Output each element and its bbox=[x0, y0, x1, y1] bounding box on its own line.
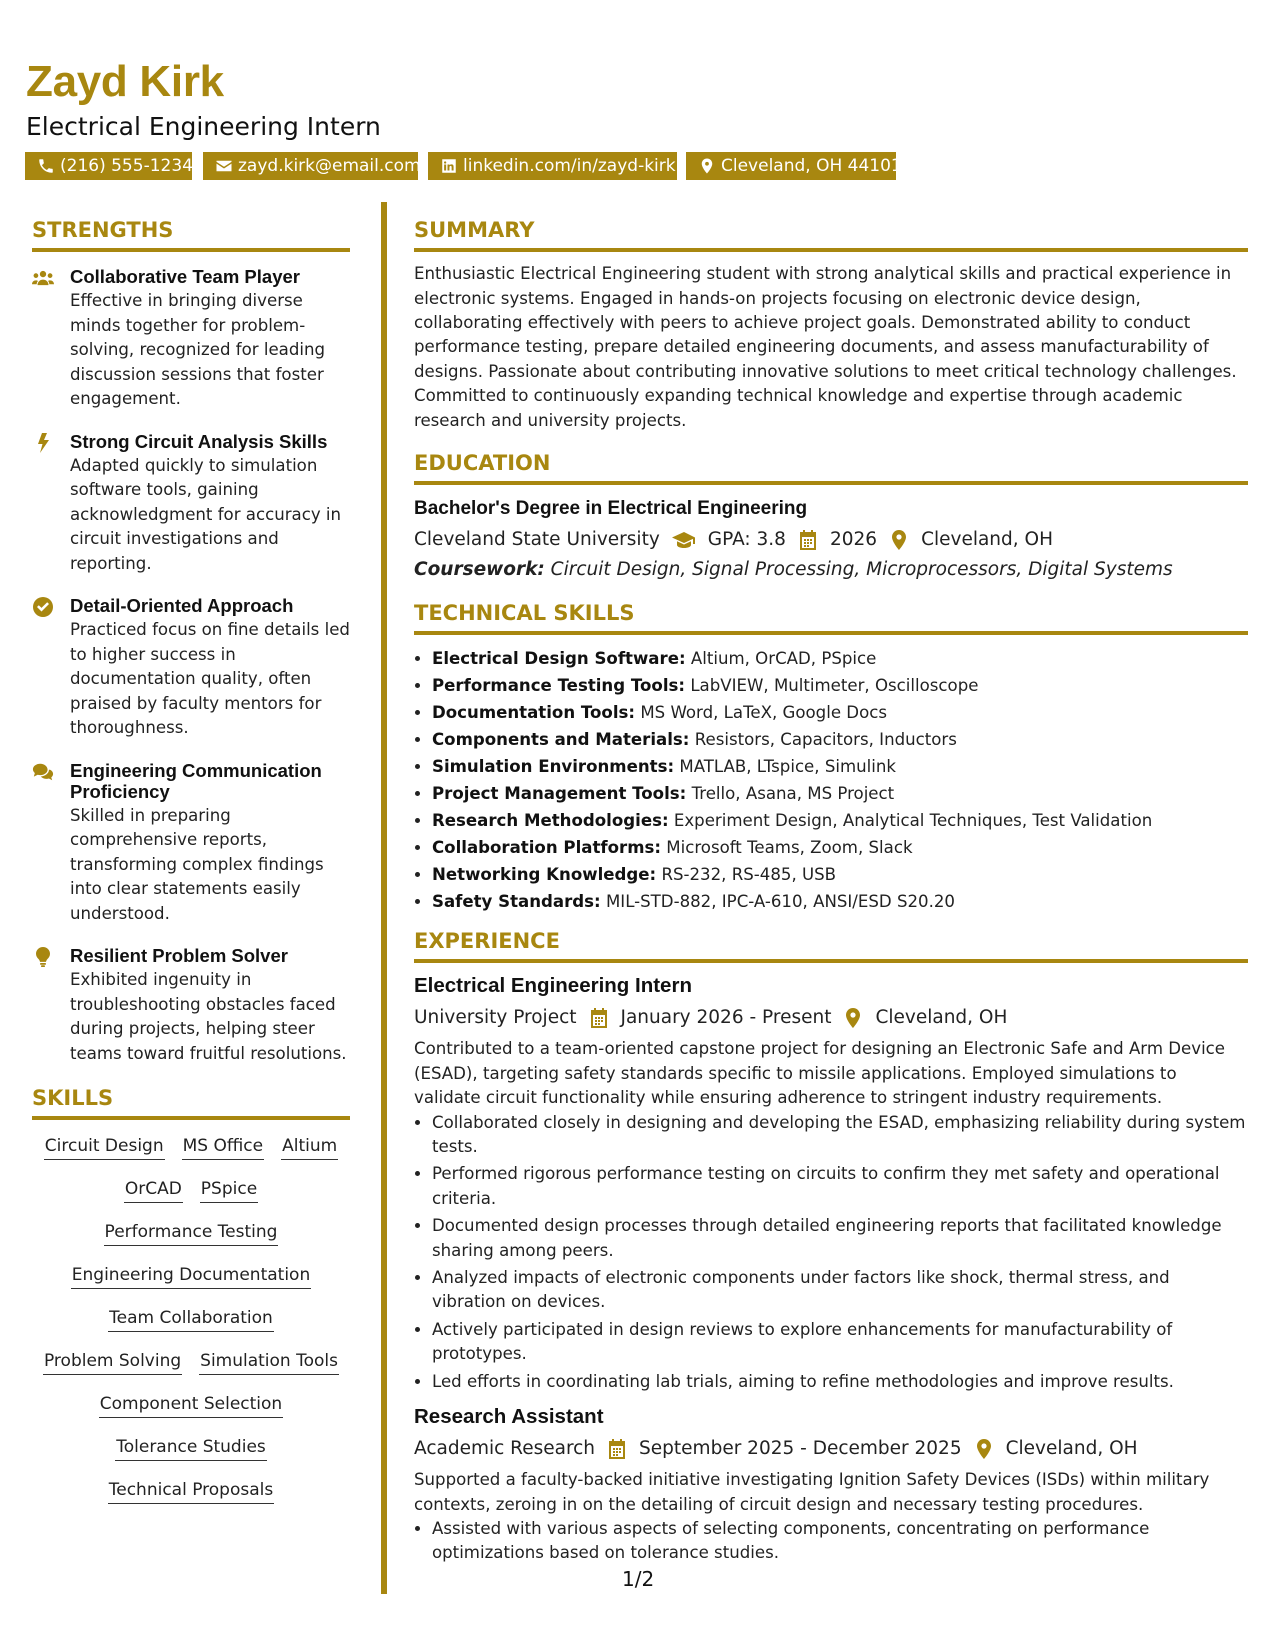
job-title: Electrical Engineering Intern bbox=[414, 974, 692, 998]
strengths-heading: STRENGTHS bbox=[32, 218, 350, 252]
summary-text: Enthusiastic Electrical Engineering student with strong analytical skills and practical experience in electronic systems. Engaged in hands-on projects focusing on electronic device design, collaborating effectively with peers to achieve project goals. Demonstrated ability to conduct performance testing, prepare detailed engineering documents, and assess manufacturability of designs. Passionate about contributing innovative solutions to meet critical technology challenges. Committed to continuously expanding technical knowledge and expertise through academic research and university projects. bbox=[414, 264, 1237, 430]
list-item bbox=[432, 672, 1248, 699]
job-dates: January 2026 - Present bbox=[620, 1007, 832, 1029]
graduation-cap-icon bbox=[672, 530, 696, 550]
contact-location-text: Cleveland, OH 44101 bbox=[721, 156, 902, 176]
skill-tag: OrCAD bbox=[124, 1177, 183, 1203]
tech-skill-label: Components and Materials: bbox=[432, 730, 690, 750]
location-pin-icon bbox=[698, 157, 716, 175]
tech-skill-value: Microsoft Teams, Zoom, Slack bbox=[666, 838, 913, 858]
skills-row bbox=[32, 1435, 350, 1461]
graduation-year: 2026 bbox=[829, 529, 878, 551]
tech-skill-value: MATLAB, LTspice, Simulink bbox=[679, 757, 896, 777]
skills-heading: SKILLS bbox=[32, 1086, 350, 1120]
tech-skill-label: Performance Testing Tools: bbox=[432, 676, 686, 696]
strength-title: Engineering Communication Proficiency bbox=[70, 759, 322, 802]
job-entry bbox=[414, 973, 1248, 1394]
skills-row bbox=[32, 1177, 350, 1203]
skills-tags bbox=[32, 1134, 350, 1504]
skills-row bbox=[32, 1263, 350, 1289]
strength-item bbox=[32, 760, 350, 927]
gpa: GPA: 3.8 bbox=[707, 529, 786, 551]
job-title: Research Assistant bbox=[414, 1405, 604, 1429]
right-column bbox=[414, 218, 1248, 1569]
location-pin-icon bbox=[889, 530, 909, 550]
skill-tag: Team Collaboration bbox=[108, 1306, 274, 1332]
job-meta bbox=[414, 1436, 1248, 1462]
coursework bbox=[414, 557, 1248, 583]
school-name: Cleveland State University bbox=[414, 529, 660, 551]
school-location: Cleveland, OH bbox=[921, 529, 1054, 551]
skills-row bbox=[32, 1478, 350, 1504]
candidate-name: Zayd Kirk bbox=[26, 57, 224, 106]
list-item bbox=[432, 807, 1248, 834]
contact-email[interactable] bbox=[203, 152, 421, 180]
strength-desc: Effective in bringing diverse minds together for problem-solving, recognized for leading discussion sessions that foster engagement. bbox=[70, 291, 326, 409]
tech-skill-value: Altium, OrCAD, PSpice bbox=[690, 649, 877, 669]
technical-skills-list bbox=[414, 645, 1248, 915]
email-icon bbox=[215, 157, 233, 175]
location-pin-icon bbox=[843, 1008, 863, 1028]
page-number: 1/2 bbox=[622, 1567, 655, 1591]
list-item: • Collaborated closely in designing and developing the ESAD, emphasizing reliability during system tests. bbox=[432, 1111, 1248, 1160]
skills-row bbox=[32, 1134, 350, 1160]
experience-heading: EXPERIENCE bbox=[414, 929, 1248, 963]
contact-linkedin-text: linkedin.com/in/zayd-kirk bbox=[463, 156, 676, 176]
list-item bbox=[432, 780, 1248, 807]
strength-desc: Skilled in preparing comprehensive reports, transforming complex findings into clear statements easily understood. bbox=[70, 805, 324, 923]
contact-linkedin[interactable] bbox=[428, 152, 677, 180]
left-column bbox=[32, 218, 350, 1521]
list-item bbox=[432, 726, 1248, 753]
tech-skill-value: LabVIEW, Multimeter, Oscilloscope bbox=[690, 676, 979, 696]
strength-desc: Adapted quickly to simulation software tools, gaining acknowledgment for accuracy in circuit investigations and reporting. bbox=[70, 455, 342, 573]
list-item bbox=[432, 888, 1248, 915]
skills-row bbox=[32, 1349, 350, 1375]
skill-tag: Simulation Tools bbox=[199, 1349, 339, 1375]
coursework-label: Coursework: bbox=[414, 559, 545, 581]
job-entry bbox=[414, 1404, 1248, 1566]
list-item: • Led efforts in coordinating lab trials, aiming to refine methodologies and improve results. bbox=[432, 1370, 1248, 1394]
column-divider bbox=[381, 202, 387, 1594]
summary-heading: SUMMARY bbox=[414, 218, 1248, 252]
list-item: • Actively participated in design reviews to explore enhancements for manufacturability of prototypes. bbox=[432, 1318, 1248, 1367]
skill-tag: Engineering Documentation bbox=[71, 1263, 311, 1289]
job-bullets bbox=[414, 1111, 1248, 1394]
strength-title: Resilient Problem Solver bbox=[70, 945, 288, 967]
skill-tag: Tolerance Studies bbox=[115, 1435, 267, 1461]
job-description: Supported a faculty-backed initiative investigating Ignition Safety Devices (ISDs) within military contexts, zeroing in on the detailing of circuit design and necessary testing procedures. bbox=[414, 1470, 1210, 1514]
skill-tag: Circuit Design bbox=[44, 1134, 165, 1160]
skills-row bbox=[32, 1220, 350, 1246]
tech-skill-label: Research Methodologies: bbox=[432, 811, 669, 831]
job-bullets bbox=[414, 1517, 1248, 1566]
education-heading: EDUCATION bbox=[414, 451, 1248, 485]
list-item: • Performed rigorous performance testing on circuits to confirm they met safety and operational criteria. bbox=[432, 1162, 1248, 1211]
skills-row bbox=[32, 1392, 350, 1418]
job-location: Cleveland, OH bbox=[1005, 1438, 1138, 1460]
tech-skill-value: RS-232, RS-485, USB bbox=[661, 865, 837, 885]
list-item bbox=[432, 645, 1248, 672]
strength-desc: Practiced focus on fine details led to higher success in documentation quality, often praised by faculty mentors for thoroughness. bbox=[70, 620, 350, 738]
contact-email-text: zayd.kirk@email.com bbox=[238, 156, 421, 176]
job-description: Contributed to a team-oriented capstone project for designing an Electronic Safe and Arm Device (ESAD), targeting safety standards specific to missile applications. Employed simulations to validate circuit functionality while ensuring adherence to stringent industry requirements. bbox=[414, 1039, 1226, 1108]
skill-tag: Technical Proposals bbox=[108, 1478, 274, 1504]
strength-title: Collaborative Team Player bbox=[70, 266, 300, 288]
list-item bbox=[432, 699, 1248, 726]
strengths-list bbox=[32, 266, 350, 1066]
job-org: Academic Research bbox=[414, 1438, 596, 1460]
skill-tag: Performance Testing bbox=[104, 1220, 279, 1246]
calendar-icon bbox=[589, 1008, 609, 1028]
contact-phone[interactable] bbox=[25, 152, 192, 180]
tech-skill-label: Collaboration Platforms: bbox=[432, 838, 662, 858]
coursework-list: Circuit Design, Signal Processing, Microprocessors, Digital Systems bbox=[550, 559, 1173, 581]
strength-item bbox=[32, 266, 350, 412]
tech-skill-label: Project Management Tools: bbox=[432, 784, 687, 804]
tech-skill-label: Simulation Environments: bbox=[432, 757, 675, 777]
job-org: University Project bbox=[414, 1007, 577, 1029]
tech-skill-value: MIL-STD-882, IPC-A-610, ANSI/ESD S20.20 bbox=[605, 892, 955, 912]
users-icon bbox=[32, 268, 56, 288]
skill-tag: Problem Solving bbox=[43, 1349, 182, 1375]
tech-skill-label: Electrical Design Software: bbox=[432, 649, 686, 669]
degree-title: Bachelor's Degree in Electrical Engineering bbox=[414, 498, 808, 520]
strength-item bbox=[32, 595, 350, 741]
skill-tag: PSpice bbox=[200, 1177, 258, 1203]
list-item: • Analyzed impacts of electronic components under factors like shock, thermal stress, and vibration on devices. bbox=[432, 1266, 1248, 1315]
strength-title: Strong Circuit Analysis Skills bbox=[70, 430, 328, 452]
tech-skill-label: Safety Standards: bbox=[432, 892, 601, 912]
calendar-icon bbox=[798, 530, 818, 550]
tech-skill-value: Trello, Asana, MS Project bbox=[691, 784, 895, 804]
list-item bbox=[432, 861, 1248, 888]
skill-tag: Component Selection bbox=[99, 1392, 283, 1418]
tech-skill-label: Networking Knowledge: bbox=[432, 865, 657, 885]
strength-title: Detail-Oriented Approach bbox=[70, 595, 294, 617]
skill-tag: Altium bbox=[281, 1134, 338, 1160]
linkedin-icon bbox=[440, 157, 458, 175]
phone-icon bbox=[37, 157, 55, 175]
strength-item bbox=[32, 431, 350, 577]
tech-skill-value: Experiment Design, Analytical Techniques, Test Validation bbox=[673, 811, 1153, 831]
bolt-icon bbox=[32, 433, 56, 453]
list-item: • Documented design processes through detailed engineering reports that facilitated knowledge sharing among peers. bbox=[432, 1214, 1248, 1263]
list-item bbox=[432, 834, 1248, 861]
calendar-icon bbox=[607, 1439, 627, 1459]
skill-tag: MS Office bbox=[182, 1134, 264, 1160]
job-location: Cleveland, OH bbox=[875, 1007, 1008, 1029]
list-item bbox=[432, 753, 1248, 780]
contact-phone-text: (216) 555-1234 bbox=[60, 156, 193, 176]
skills-row bbox=[32, 1306, 350, 1332]
strength-desc: Exhibited ingenuity in troubleshooting obstacles faced during projects, helping steer teams toward fruitful resolutions. bbox=[70, 970, 347, 1063]
comments-icon bbox=[32, 762, 56, 782]
job-meta bbox=[414, 1005, 1248, 1031]
tech-skill-label: Documentation Tools: bbox=[432, 703, 636, 723]
check-circle-icon bbox=[32, 597, 56, 617]
list-item: • Assisted with various aspects of selecting components, concentrating on performance optimizations based on tolerance studies. bbox=[432, 1517, 1248, 1566]
education-meta bbox=[414, 527, 1248, 553]
technical-skills-heading: TECHNICAL SKILLS bbox=[414, 601, 1248, 635]
location-pin-icon bbox=[974, 1439, 994, 1459]
candidate-role: Electrical Engineering Intern bbox=[26, 112, 381, 141]
strength-item bbox=[32, 945, 350, 1066]
lightbulb-icon bbox=[32, 947, 56, 967]
job-dates: September 2025 - December 2025 bbox=[639, 1438, 962, 1460]
tech-skill-value: MS Word, LaTeX, Google Docs bbox=[640, 703, 887, 723]
tech-skill-value: Resistors, Capacitors, Inductors bbox=[694, 730, 957, 750]
contact-location[interactable] bbox=[686, 152, 902, 180]
